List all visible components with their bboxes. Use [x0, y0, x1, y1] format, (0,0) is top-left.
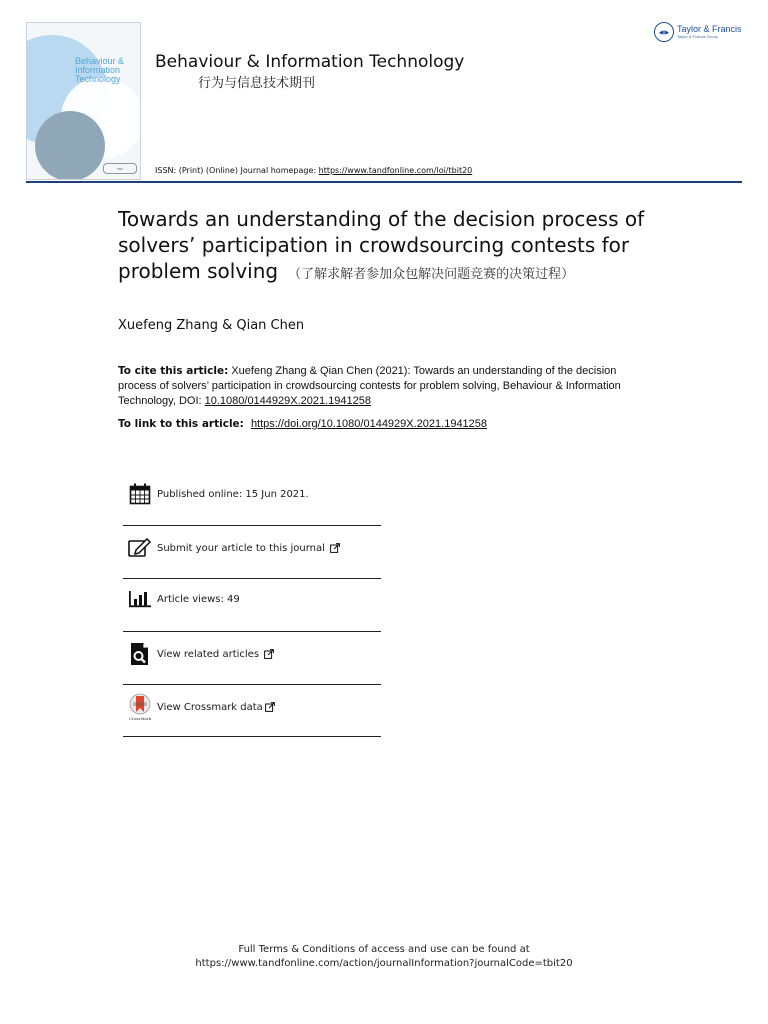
article-title: [118, 206, 678, 288]
search-document-icon: [123, 642, 157, 666]
citation-block: [118, 364, 648, 409]
issn-line: [155, 166, 472, 175]
article-doi-url-link[interactable]: https://doi.org/10.1080/0144929X.2021.1941258: [250, 418, 488, 430]
row-divider: [123, 631, 381, 632]
crossmark-row[interactable]: [123, 692, 381, 722]
header-divider: [26, 181, 742, 183]
journal-title-translation: 行为与信息技术期刊: [198, 76, 316, 91]
publisher-logo-icon: [654, 22, 674, 42]
submit-article-link[interactable]: Submit your article to this journal: [157, 542, 325, 554]
row-divider: [123, 684, 381, 685]
calendar-icon: [123, 483, 157, 505]
cite-text: Xuefeng Zhang & Qian Chen (2021): Towards an understanding of the decision process of solvers’ participation in crowdsourcing contests for problem solving, Behaviour & Information Technology, DOI:: [118, 365, 621, 407]
edit-icon: [123, 538, 157, 558]
article-title-text: Towards an understanding of the decision process of solvers’ participation in crowdsourcing contests for problem solving: [118, 207, 645, 283]
published-online-row: [123, 480, 381, 508]
cover-publisher-mark: T&F: [103, 163, 137, 174]
issn-text: ISSN: (Print) (Online) Journal homepage:: [155, 166, 319, 175]
external-link-icon: [264, 649, 274, 659]
row-divider: [123, 525, 381, 526]
journal-title: Behaviour & Information Technology: [155, 52, 465, 72]
related-articles-row[interactable]: [123, 639, 381, 669]
submit-article-row[interactable]: [123, 534, 381, 562]
row-divider: [123, 736, 381, 737]
article-link-line: [118, 418, 487, 430]
article-views-text: Article views: 49: [157, 593, 240, 605]
related-articles-link[interactable]: View related articles: [157, 648, 260, 660]
external-link-icon: [330, 543, 340, 553]
external-link-icon: [265, 702, 275, 712]
doi-link[interactable]: 10.1080/0144929X.2021.1941258: [204, 395, 372, 407]
publisher-logo[interactable]: [654, 22, 742, 42]
bar-chart-icon: [123, 590, 157, 608]
footer-line-1: Full Terms & Conditions of access and use can be found at: [238, 944, 530, 955]
published-online-text: Published online: 15 Jun 2021.: [157, 488, 309, 500]
terms-footer: [0, 943, 768, 971]
article-title-translation: （了解求解者参加众包解决问题竞赛的决策过程）: [288, 267, 575, 282]
crossmark-link[interactable]: View Crossmark data: [157, 701, 263, 713]
crossmark-badge-text: CrossMark: [128, 716, 152, 721]
article-views-row: [123, 586, 381, 612]
publisher-logo-text: Taylor & Francis Taylor & Francis Group: [677, 24, 742, 39]
footer-terms-link[interactable]: https://www.tandfonline.com/action/journalInformation?journalCode=tbit20: [195, 958, 573, 969]
link-label: To link to this article:: [118, 418, 244, 430]
journal-homepage-link[interactable]: https://www.tandfonline.com/loi/tbit20: [318, 166, 473, 175]
article-authors: Xuefeng Zhang & Qian Chen: [118, 318, 305, 333]
crossmark-icon: [123, 693, 157, 721]
cite-label: To cite this article:: [118, 365, 229, 377]
row-divider: [123, 578, 381, 579]
journal-cover-image: [26, 22, 141, 180]
cover-title: Behaviour & Information Technology: [75, 56, 125, 84]
